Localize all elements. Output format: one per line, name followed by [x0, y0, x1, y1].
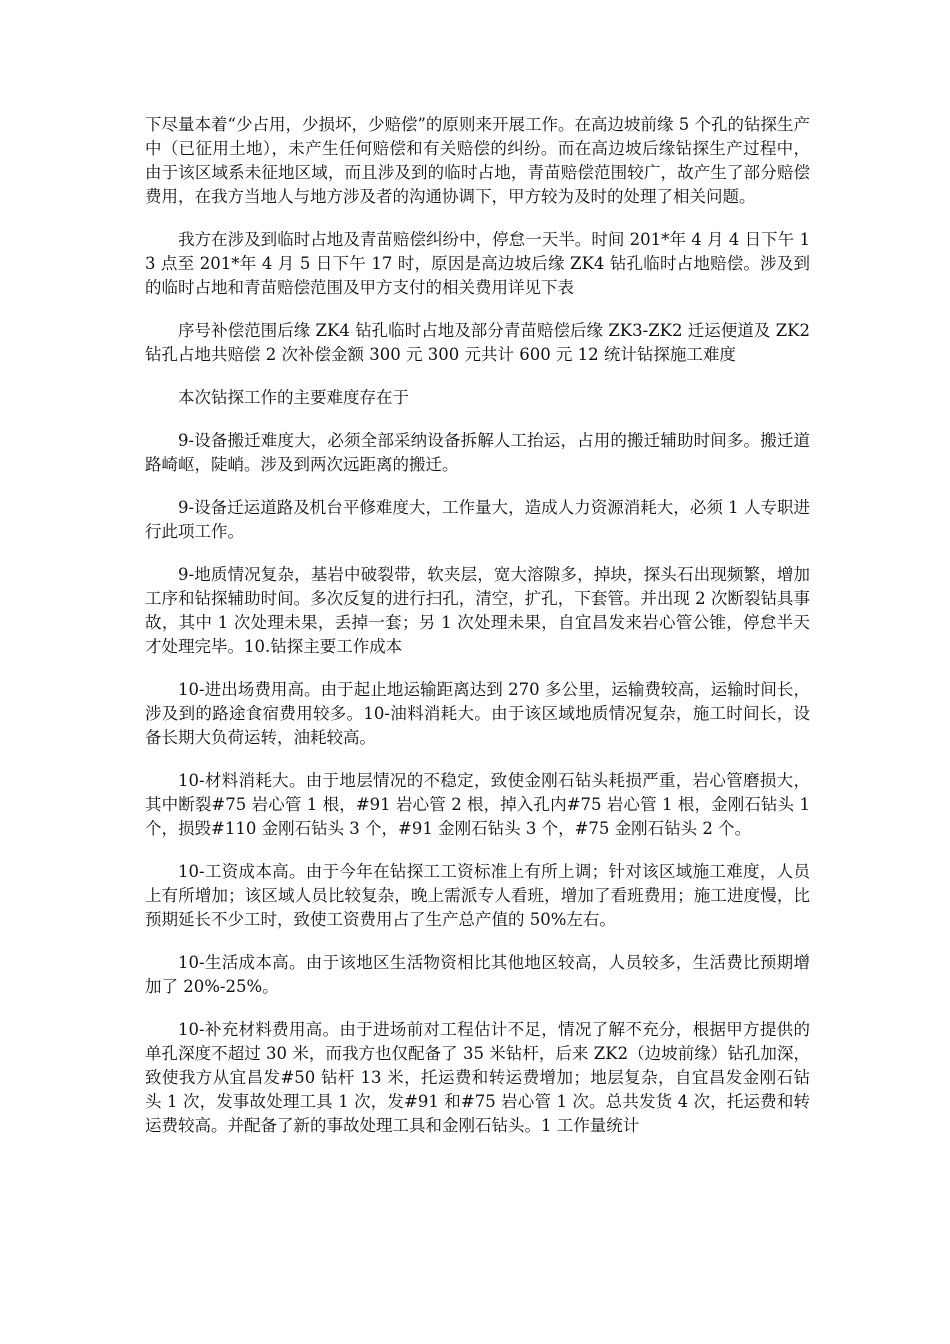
paragraph-supplementary-cost: 10-补充材料费用高。由于进场前对工程估计不足，情况了解不充分，根据甲方提供的单孔深度不超过 30 米，而我方也仅配备了 35 米钻杆，后来 ZK2（边坡前缘）钻孔加深，致使我方从宜昌发#50 钻杆 13 米，托运费和转运费增加；地层复杂，自宜昌发金刚石钻头 1 次，发事故处理工具 1 次，发#91 和#75 岩心管 1 次。总共发货 4 次，托运费和转运费较高。并配备了新的事故处理工具和金刚石钻头。1 工作量统计	[145, 1020, 810, 1135]
paragraph-compensation-principle: 下尽量本着“少占用，少损坏，少赔偿”的原则来开展工作。在高边坡前缘 5 个孔的钻探生产中（已征用土地），未产生任何赔偿和有关赔偿的纠纷。而在高边坡后缘钻探生产过程中，由于该区域系未征地区域，而且涉及到的临时占地，青苗赔偿范围较广，故产生了部分赔偿费用，在我方当地人与地方涉及者的沟通协调下，甲方较为及时的处理了相关问题。	[145, 115, 810, 206]
paragraph-downtime: 我方在涉及到临时占地及青苗赔偿纠纷中，停怠一天半。时间 201*年 4 月 4 日下午 13 点至 201*年 4 月 5 日下午 17 时，原因是高边坡后缘 ZK4 钻孔临时占地赔偿。涉及到的临时占地和青苗赔偿范围及甲方支付的相关费用详见下表	[145, 230, 810, 297]
paragraph-relocation-difficulty: 9-设备搬迁难度大，必须全部采纳设备拆解人工抬运，占用的搬迁辅助时间多。搬迁道路崎岖，陡峭。涉及到两次远距离的搬迁。	[145, 431, 810, 474]
paragraph-compensation-table: 序号补偿范围后缘 ZK4 钻孔临时占地及部分青苗赔偿后缘 ZK3-ZK2 迁运便道及 ZK2 钻孔占地共赔偿 2 次补偿金额 300 元 300 元共计 600 元 12 统计钻探施工难度	[145, 321, 810, 364]
paragraph-transport-cost: 10-进出场费用高。由于起止地运输距离达到 270 多公里，运输费较高，运输时间长，涉及到的路途食宿费用较多。10-油料消耗大。由于该区域地质情况复杂，施工时间长，设备长期大负荷运转，油耗较高。	[145, 680, 810, 747]
document-body	[145, 113, 810, 1157]
paragraph-difficulty-intro: 本次钻探工作的主要难度存在于	[178, 388, 409, 407]
paragraph-material-cost: 10-材料消耗大。由于地层情况的不稳定，致使金刚石钻头耗损严重，岩心管磨损大，其中断裂#75 岩心管 1 根，#91 岩心管 2 根，掉入孔内#75 岩心管 1 根，金刚石钻头 1 个，损毁#110 金刚石钻头 3 个，#91 金刚石钻头 3 个，#75 金刚石钻头 2 个。	[145, 771, 810, 838]
paragraph-living-cost: 10-生活成本高。由于该地区生活物资相比其他地区较高，人员较多，生活费比预期增加了 20%-25%。	[145, 953, 810, 996]
paragraph-road-difficulty: 9-设备迁运道路及机台平修难度大，工作量大，造成人力资源消耗大，必须 1 人专职进行此项工作。	[145, 498, 810, 541]
paragraph-geology-difficulty: 9-地质情况复杂，基岩中破裂带，软夹层，宽大溶隙多，掉块，探头石出现频繁，增加工序和钻探辅助时间。多次反复的进行扫孔，清空，扩孔，下套管。并出现 2 次断裂钻具事故，其中 1 次处理未果，丢掉一套；另 1 次处理未果，自宜昌发来岩心管公锥，停怠半天才处理完毕。10.钻探主要工作成本	[145, 565, 810, 656]
paragraph-wage-cost: 10-工资成本高。由于今年在钻探工工资标准上有所上调；针对该区域施工难度，人员上有所增加；该区域人员比较复杂，晚上需派专人看班，增加了看班费用；施工进度慢，比预期延长不少工时，致使工资费用占了生产总产值的 50%左右。	[145, 862, 810, 929]
